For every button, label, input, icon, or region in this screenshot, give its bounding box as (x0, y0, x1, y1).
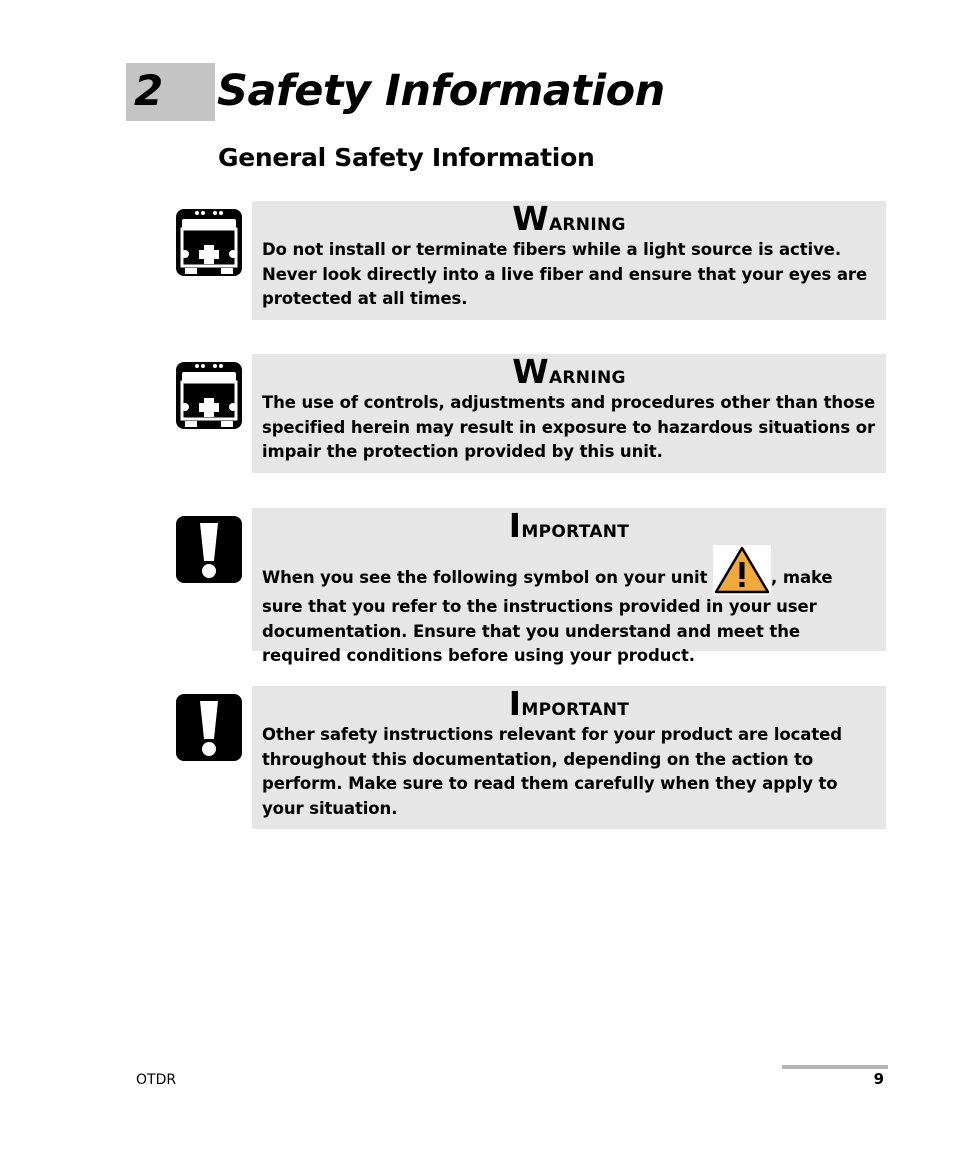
warning-triangle-icon (713, 545, 771, 595)
footer-product-name: OTDR (136, 1072, 177, 1088)
important-notice-2 (252, 686, 886, 829)
notice-text: When you see the following symbol on your unit , make sure that you refer to the instructions provided in your user documentation. Ensure that you understand and meet the required conditions before using your product. (262, 545, 876, 669)
ambulance-icon (175, 208, 243, 277)
notice-heading: Warning (512, 199, 626, 238)
section-title: General Safety Information (218, 143, 595, 172)
notice-text: Do not install or terminate fibers while a light source is active. Never look directly into a live fiber and ensure that your eyes are protected at all times. (262, 240, 868, 309)
warning-notice-1 (252, 201, 886, 320)
warning-notice-2 (252, 354, 886, 473)
important-notice-1 (252, 506, 886, 666)
notice-text: The use of controls, adjustments and procedures other than those specified herein may result in exposure to hazardous situations or impair the protection provided by this unit. (262, 393, 876, 462)
ambulance-icon (175, 361, 243, 430)
notice-heading: Important (508, 684, 630, 723)
chapter-number: 2 (134, 66, 164, 115)
notice-text: Other safety instructions relevant for your product are located throughout this documentation, depending on the action to perform. Make sure to read them carefully when they apply to your situation. (262, 725, 842, 818)
notice-heading: Warning (512, 352, 626, 391)
exclamation-icon (175, 515, 243, 584)
notice-heading: Important (508, 506, 630, 545)
exclamation-icon (175, 693, 243, 762)
page-title: Safety Information (217, 66, 665, 116)
footer-rule (782, 1065, 888, 1069)
page-number: 9 (873, 1070, 884, 1088)
